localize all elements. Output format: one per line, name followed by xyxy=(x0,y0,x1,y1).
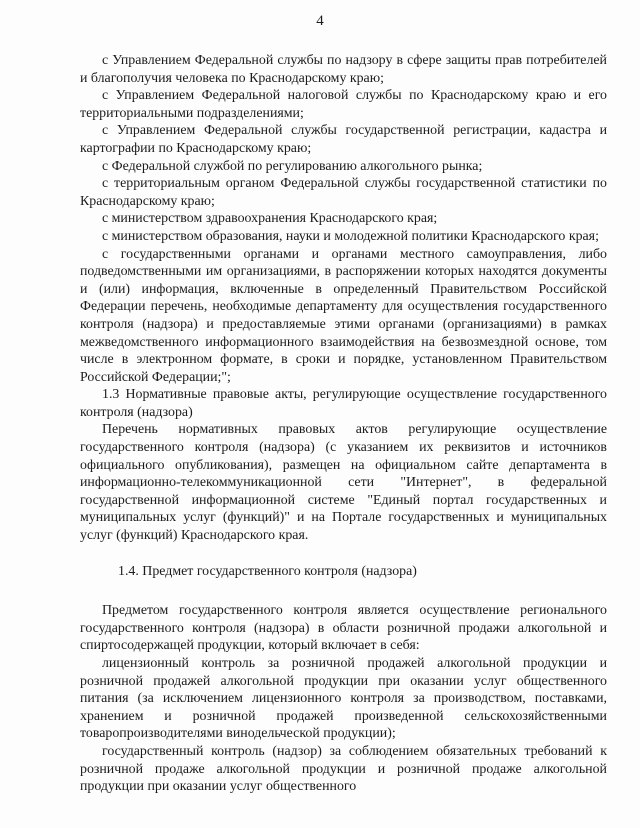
paragraph: Предметом государственного контроля является осуществление регионального государственного контроля (надзора) в области розничной продажи алкогольной и спиртосодержащей продукции, который включает в себя: xyxy=(80,603,607,654)
document-body xyxy=(80,52,607,796)
paragraph: государственный контроль (надзор) за соблюдением обязательных требований к розничной продаже алкогольной продукции и розничной продаже алкогольной продукции при оказании услуг общественного xyxy=(80,743,607,795)
paragraph: с Управлением Федеральной службы государственной регистрации, кадастра и картографии по Краснодарскому краю; xyxy=(80,123,607,156)
section-heading-1-4: 1.4. Предмет государственного контроля (надзора) xyxy=(118,563,417,579)
paragraph: с Федеральной службой по регулированию алкогольного рынка; xyxy=(102,158,483,174)
paragraph: с Управлением Федеральной налоговой службы по Краснодарскому краю и его территориальными подразделениями; xyxy=(80,88,607,121)
section-1-3-body: Перечень нормативных правовых актов регулирующие осуществление государственного контроля (надзора) (с указанием их реквизитов и источников официального опубликования), размещен на официальном сайте департамента в информационно-телекоммуникационной сети "Интернет", в федеральной государственной информационной системе "Единый портал государственных и муниципальных услуг (функций)" и на Портале государственных и муниципальных услуг (функций) Краснодарского края. xyxy=(80,422,607,544)
section-heading-1-3: 1.3 Нормативные правовые акты, регулирующие осуществление государственного контроля (надзора) xyxy=(80,387,607,420)
page-number: 4 xyxy=(316,13,324,29)
paragraph: с территориальным органом Федеральной службы государственной статистики по Краснодарскому краю; xyxy=(80,176,607,209)
paragraph: с министерством образования, науки и молодежной политики Краснодарского края; xyxy=(102,228,599,244)
paragraph: лицензионный контроль за розничной продажей алкогольной продукции и розничной продажей алкогольной продукции при оказании услуг общественного питания (за исключением лицензионного контроля за производством, поставками, хранением и розничной продажей произведенной сельскохозяйственными товаропроизводителями винодельческой продукции); xyxy=(80,656,607,742)
paragraph: с Управлением Федеральной службы по надзору в сфере защиты прав потребителей и благополучия человека по Краснодарскому краю; xyxy=(80,53,607,86)
paragraph: с государственными органами и органами местного самоуправления, либо подведомственными им организациями, в распоряжении которых находятся документы и (или) информация, включенные в определенный Правительством Российской Федерации перечень, необходимые департаменту для осуществления государственного контроля (надзора) и предоставляемые этими органами (организациями) в рамках межведомственного информационного взаимодействия на безвозмездной основе, том числе в электронном формате, в сроки и порядке, установленном Правительством Российской Федерации;"; xyxy=(80,246,607,385)
spacer xyxy=(80,580,607,602)
spacer xyxy=(80,545,607,563)
paragraph: с министерством здравоохранения Краснодарского края; xyxy=(102,211,438,227)
